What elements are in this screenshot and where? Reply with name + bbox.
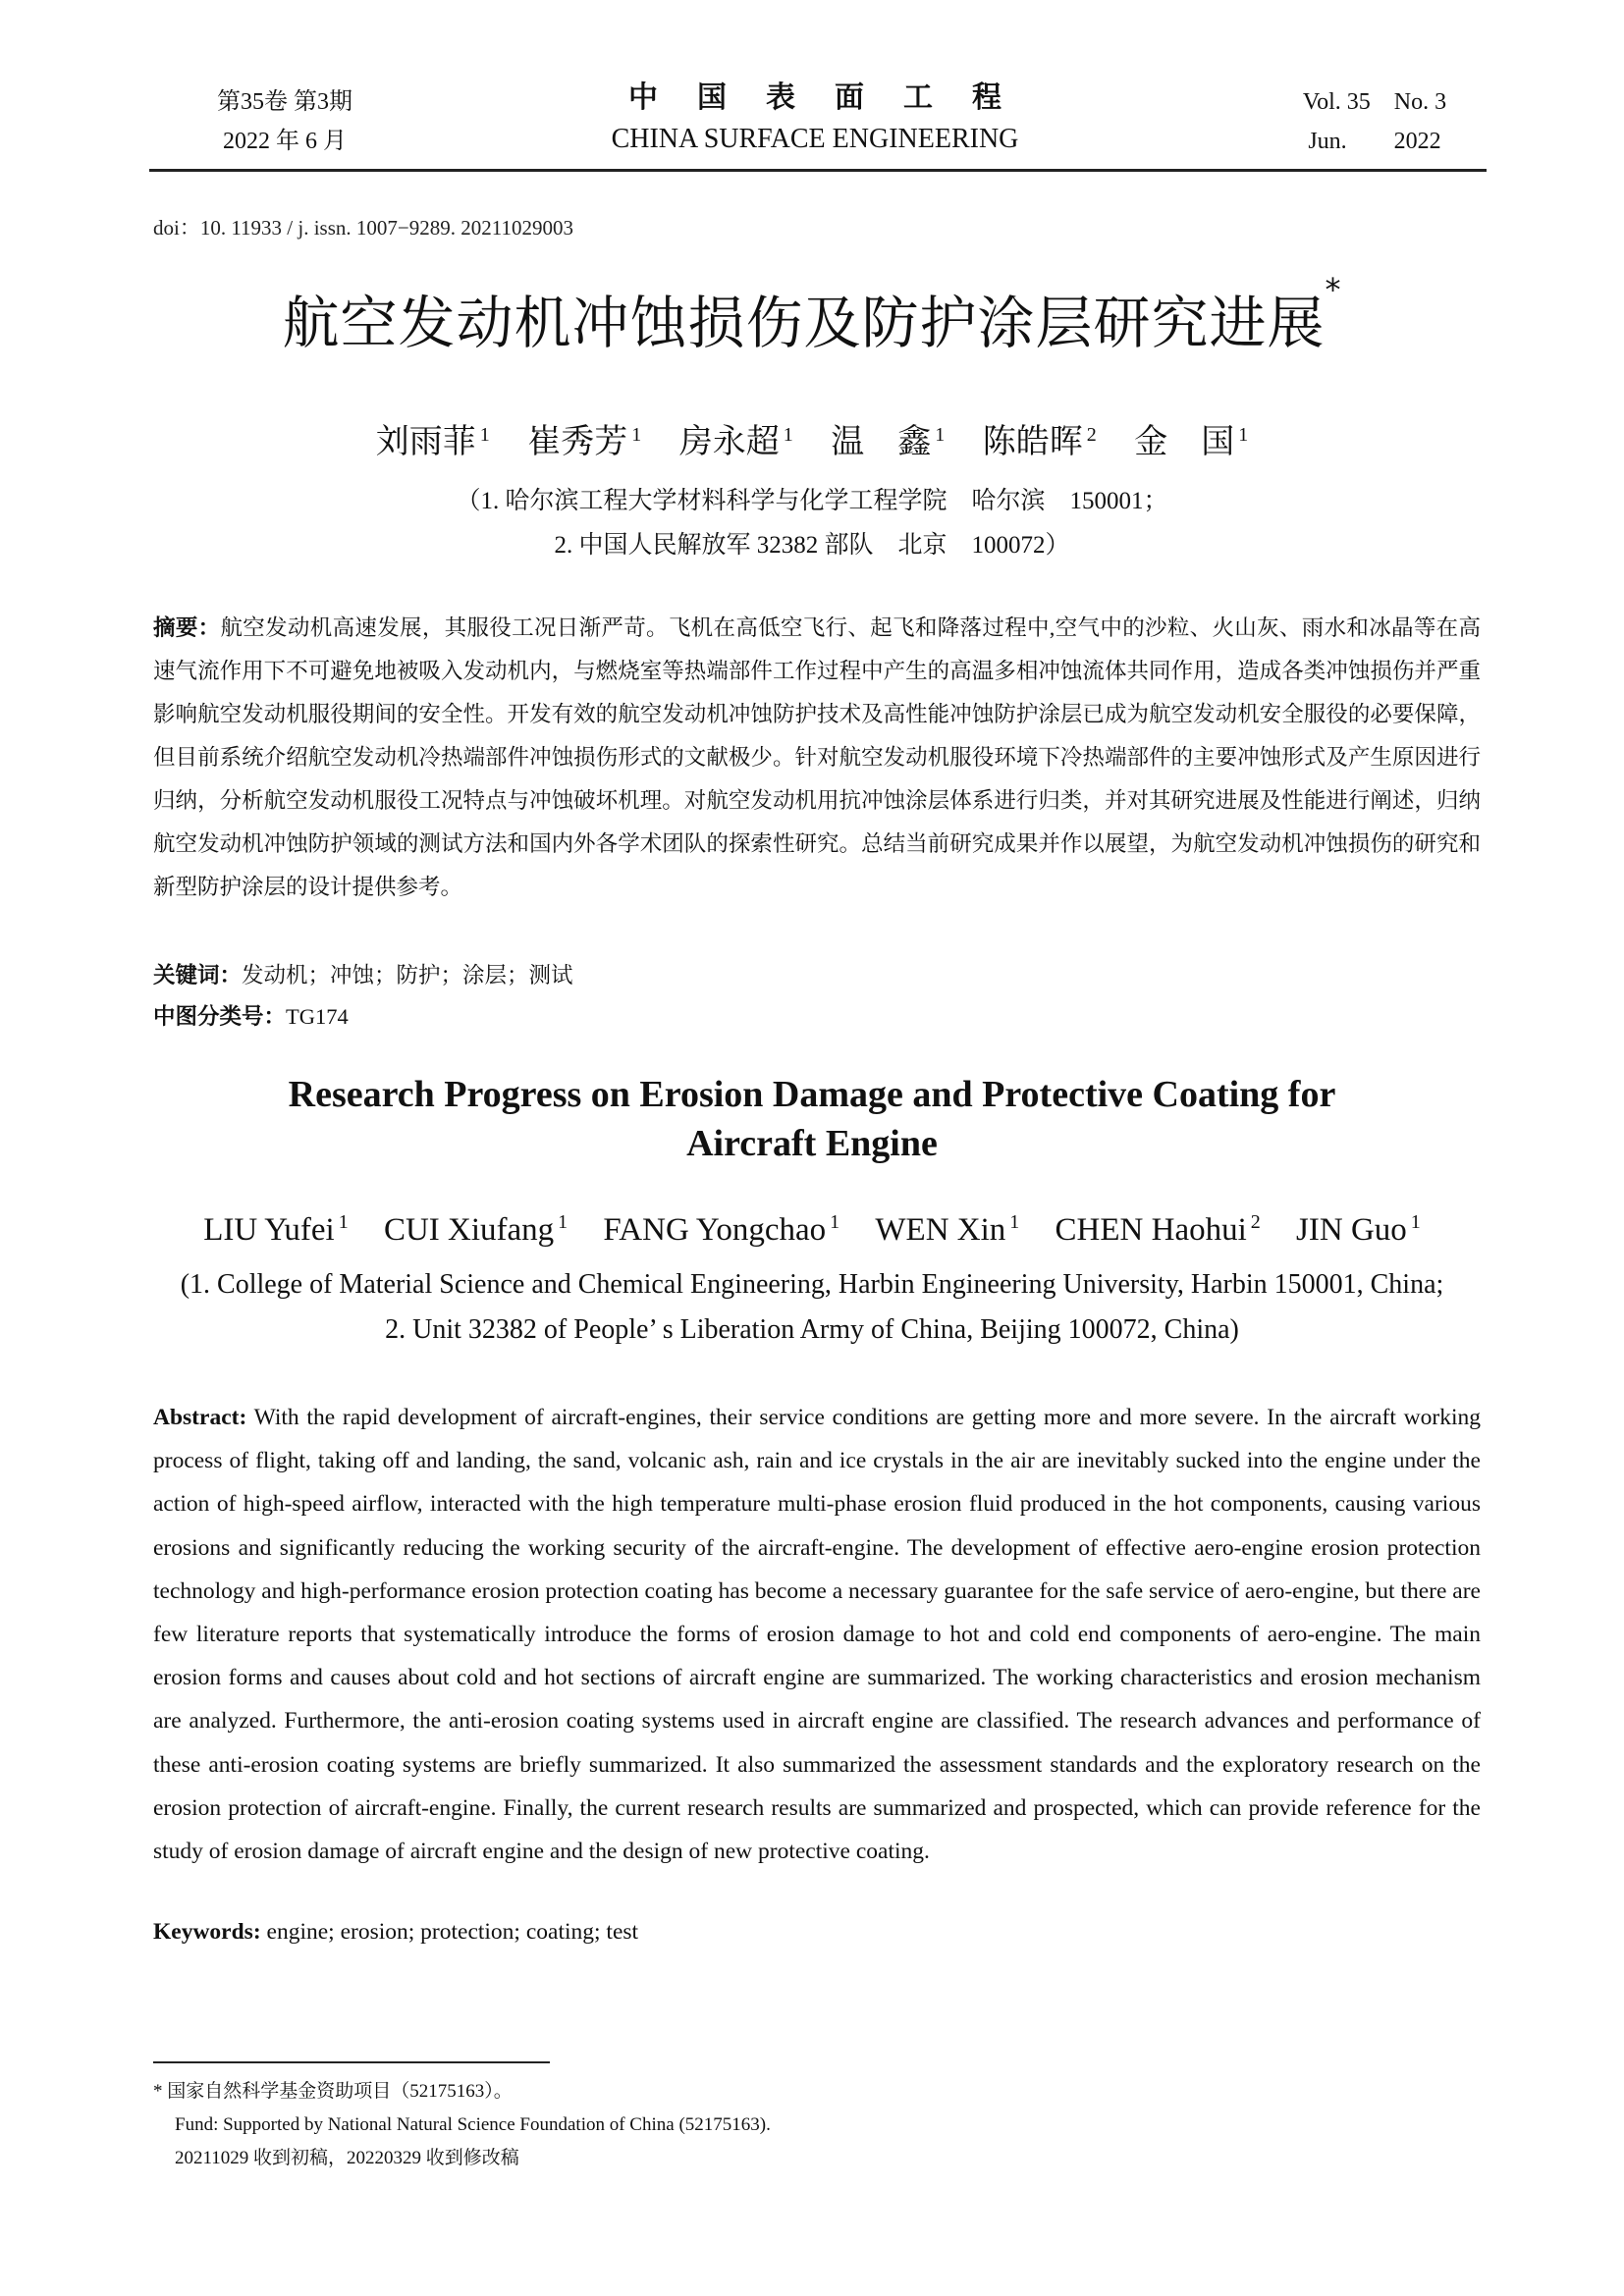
paper-title-cn	[0, 271, 1624, 359]
header-divider	[149, 169, 1487, 172]
keywords-cn-label: 关键词：	[153, 963, 243, 988]
author-en: CHEN Haohui $^2$	[1055, 1211, 1261, 1248]
author-list-cn	[0, 414, 1624, 462]
date-cn: 2022 年 6 月	[223, 129, 347, 154]
paper-title-cn-text: 航空发动机冲蚀损伤及防护涂层研究进展	[282, 290, 1326, 356]
keywords-en-text: engine; erosion; protection; coating; test	[260, 1919, 639, 1945]
journal-header-center	[550, 79, 1080, 161]
abstract-en-label: Abstract:	[153, 1405, 247, 1430]
author-en: CUI Xiufang $^1$	[383, 1211, 568, 1248]
paper-title-en-line2: Aircraft Engine	[686, 1123, 938, 1164]
date-en: Jun. 2022	[1308, 129, 1441, 154]
paper-title-en-line1: Research Progress on Erosion Damage and Protective Coating for	[288, 1074, 1336, 1115]
footnote-received: 20211029 收到初稿，20220329 收到修改稿	[175, 2148, 519, 2168]
author-en: LIU Yufei $^1$	[203, 1211, 349, 1248]
author-cn: 温 鑫 $^1$	[831, 423, 946, 460]
affiliation-cn-2: 2. 中国人民解放军 32382 部队 北京 100072）	[554, 532, 1070, 559]
author-cn: 刘雨菲 $^1$	[375, 423, 490, 460]
keywords-en-label: Keywords:	[153, 1919, 261, 1945]
author-cn: 崔秀芳 $^1$	[527, 423, 642, 460]
footnote-fund-cn: * 国家自然科学基金资助项目（52175163）。	[153, 2081, 513, 2102]
author-cn: 房永超 $^1$	[678, 423, 793, 460]
journal-name-en: CHINA SURFACE ENGINEERING	[611, 124, 1019, 154]
journal-header-right	[1276, 82, 1473, 161]
author-en: JIN Guo $^1$	[1296, 1211, 1421, 1248]
footnote	[153, 2075, 771, 2175]
abstract-cn-text: 航空发动机高速发展，其服役工况日渐严苛。飞机在高低空飞行、起飞和降落过程中,空气中的沙粒、火山灰、雨水和冰晶等在高速气流作用下不可避免地被吸入发动机内，与燃烧室等热端部件工作过程中产生的高温多相冲蚀流体共同作用，造成各类冲蚀损伤并严重影响航空发动机服役期间的安全性。开发有效的航空发动机冲蚀防护技术及高性能冲蚀防护涂层已成为航空发动机安全服役的必要保障，但目前系统介绍航空发动机冷热端部件冲蚀损伤形式的文献极少。针对航空发动机服役环境下冷热端部件的主要冲蚀形式及产生原因进行归纳，分析航空发动机服役工况特点与冲蚀破坏机理。对航空发动机用抗冲蚀涂层体系进行归类，并对其研究进展及性能进行阐述，归纳航空发动机冲蚀防护领域的测试方法和国内外各学术团队的探索性研究。总结当前研究成果并作以展望，为航空发动机冲蚀损伤的研究和新型防护涂层的设计提供参考。	[153, 615, 1481, 899]
keywords-cn	[153, 956, 573, 995]
keywords-en	[153, 1912, 638, 1951]
affiliation-cn-1: （1. 哈尔滨工程大学材料科学与化学工程学院 哈尔滨 150001；	[456, 488, 1168, 514]
clc-label: 中图分类号：	[153, 1004, 287, 1030]
volume-issue-en: Vol. 35 No. 3	[1302, 89, 1447, 115]
author-cn: 金 国 $^1$	[1134, 423, 1249, 460]
footnote-fund-en: Fund: Supported by National Natural Science Foundation of China (52175163).	[175, 2114, 771, 2135]
author-list-en	[0, 1211, 1624, 1249]
clc-number	[153, 997, 349, 1037]
abstract-cn	[153, 607, 1481, 909]
journal-name-cn: 中国表面工程	[628, 81, 1041, 114]
abstract-en	[153, 1396, 1481, 1873]
footnote-divider	[153, 2061, 550, 2063]
author-cn: 陈皓晖 $^2$	[982, 423, 1097, 460]
doi: doi：10. 11933 / j. issn. 1007−9289. 20211029003	[153, 216, 573, 240]
volume-issue-cn: 第35卷 第3期	[217, 89, 352, 115]
abstract-cn-label: 摘要：	[153, 615, 221, 641]
clc-value: TG174	[286, 1004, 349, 1029]
affiliation-en-1: (1. College of Material Science and Chemical Engineering, Harbin Engineering University, Harbin 150001, China;	[180, 1269, 1444, 1300]
affiliation-en-2: 2. Unit 32382 of People’ s Liberation Army of China, Beijing 100072, China)	[385, 1314, 1239, 1345]
journal-header-left	[177, 82, 393, 161]
affiliations-cn	[0, 479, 1624, 567]
paper-title-en	[0, 1070, 1624, 1168]
keywords-cn-text: 发动机；冲蚀；防护；涂层；测试	[242, 963, 573, 988]
author-en: WEN Xin $^1$	[875, 1211, 1020, 1248]
abstract-en-text: With the rapid development of aircraft-engines, their service conditions are getting more and more severe. In the aircraft working process of flight, taking off and landing, the sand, volcanic ash, rain and ice crystals in the air are inevitably sucked into the engine under the action of high-speed airflow, interacted with the high temperature multi-phase erosion fluid produced in the hot components, causing various erosions and significantly reducing the working security of the aircraft-engine. The development of effective aero-engine erosion protection technology and high-performance erosion protection coating has become a necessary guarantee for the safe service of aero-engine, but there are few literature reports that systematically introduce the forms of erosion damage to hot and cold end components of aero-engine. The main erosion forms and causes about cold and hot sections of aircraft engine are summarized. The working characteristics and erosion mechanism are analyzed. Furthermore, the anti-erosion coating systems used in aircraft engine are classified. The research advances and performance of these anti-erosion coating systems are briefly summarized. It also summarized the assessment standards and the exploratory research on the erosion protection of aircraft-engine. Finally, the current research results are summarized and prospected, which can provide reference for the study of erosion damage of aircraft engine and the design of new protective coating.	[153, 1405, 1481, 1865]
author-en: FANG Yongchao $^1$	[603, 1211, 840, 1248]
affiliations-en	[0, 1262, 1624, 1353]
title-footnote-mark: *	[1325, 271, 1342, 308]
